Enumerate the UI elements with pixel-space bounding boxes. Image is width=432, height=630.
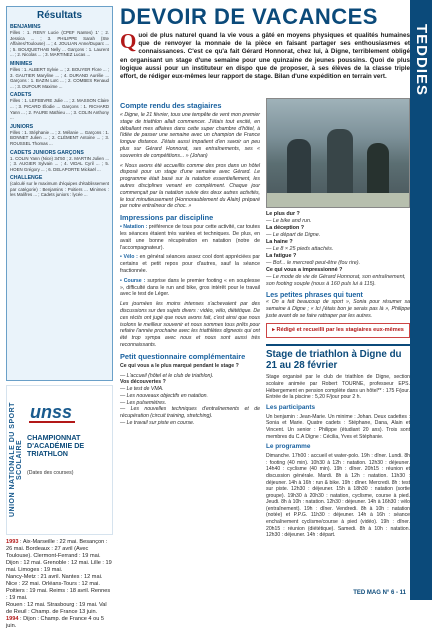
drop-cap: Q bbox=[120, 29, 137, 53]
questionnaire-item: Vos découvertes ? bbox=[120, 379, 166, 386]
result-group bbox=[10, 92, 109, 120]
questionnaire-item: — Le test de VMA. bbox=[120, 386, 164, 393]
participants-heading: Les participants bbox=[266, 403, 316, 411]
group-photo bbox=[266, 98, 410, 208]
phrases-heading: Les petites phrases qui tuent bbox=[266, 292, 363, 299]
result-group-text: Filles : 1. ALBERT Sylvie ... ; 2. BOUYER Flore ... ; 3. GAUTIER Maryline ... ; 4. DURAND Aurélie ... Garçons : 1. BAZIN Loïc ... ; 2. COMBES Renaud ... ; 3. DUFOUR Maxime ... bbox=[10, 66, 109, 89]
impression-item bbox=[120, 254, 260, 274]
result-group bbox=[10, 150, 109, 173]
qa-item bbox=[266, 225, 410, 239]
results-title: Résultats bbox=[36, 10, 82, 21]
result-group bbox=[10, 24, 109, 58]
dates-row bbox=[6, 602, 113, 616]
dates-row bbox=[6, 574, 113, 602]
result-group-heading: CADETS bbox=[10, 92, 32, 99]
qa-answer: — Le 8 × 25 pieds attachés. bbox=[266, 246, 334, 252]
dates-year: 1993 bbox=[6, 539, 19, 545]
intro-text: uoi de plus naturel quand la vie vous a gâté en moyens physiques et qualités humaines que de renvoyer la monnaie de la pièce en faisant partager ses enthousiasmes et connaissances. C'est ce qu'a fait Gérard Honnorat, chez lui, à Digne, terriblement obligé en organisant un stage d'une semaine pour une quinzaine de jeunes poussins. Quoi de plus logique aussi pour un instituteur en dispo que de proposer, à ses élèves de la classe triple effort, de rédiger eux-mêmes leur rapport de stage. Bilan d'une expédition en terrain vert. bbox=[120, 32, 410, 81]
photo-figure bbox=[367, 143, 389, 199]
qa-item bbox=[266, 211, 410, 225]
photo-figure bbox=[287, 139, 311, 199]
page-footer: TED MAG N° 6 - 11 bbox=[353, 590, 406, 596]
impression-lead: • Natation : bbox=[120, 224, 148, 231]
qa-question: Ce qui vous a impressionné ? bbox=[266, 267, 343, 273]
questionnaire-item: — L'accueil (hôtel et le club de triathlon). bbox=[120, 372, 214, 379]
result-group-text: Filles : 1. Stéphanie ... ; 2. Mélanie ... Garçons : 1. BONNET Julien ... ; 2. CLÉMENT Antoine ... ; 3. ROUSSEL Thomas ... bbox=[10, 129, 109, 146]
dates-row bbox=[6, 539, 113, 574]
dates-text: Nancy-Metz : 21 avril. Nantes : 12 mai. Nice : 22 mai. Orléans-Tours : 12 mai. Poitiers : 19 mai. Reims : 18 avril. Rennes : 19 mai. bbox=[6, 574, 111, 601]
report-heading: Compte rendu des stagiaires bbox=[120, 101, 222, 110]
result-group-heading: CADETS JUNIORS GARÇONS bbox=[10, 149, 84, 156]
unss-block bbox=[6, 385, 113, 535]
article-column-right bbox=[266, 98, 410, 539]
results-box bbox=[6, 6, 113, 381]
programme-heading: Le programme bbox=[266, 443, 311, 451]
result-group-text: Filles : 1. RENY Lucie (CPEF Nantes) 1' ; 2. Jessica ... ; 3. PHILIPPE Sarah (Ste Affaires/Toulouse) ... ; 4. JOULIAN Anne/Duparc ... ; 5. BOUQUETHAB Nelly ... Garçons : 1. Laurent ... ; 2. Nicolas ... ; 3. MARTINEZ Lucas ... bbox=[10, 30, 109, 58]
result-group-heading: JUNIORS bbox=[10, 123, 34, 130]
qa-answer: — Bof... le mercredi peut-être (fou rire). bbox=[266, 260, 361, 266]
section-side-tab-label: TEDDIES bbox=[413, 23, 430, 96]
phrases-text: « On a fait beaucoup de sport », Sonia pour résumer sa semaine à Digne ; « Ici j'étais bon je serais pas là », Philippe juste avant de se faire rattraper par les autres. bbox=[266, 299, 410, 319]
questionnaire-item: — Les nouveaux objectifs en natation. bbox=[120, 392, 208, 399]
report-paragraph: « Nous avons été accueillis comme des pros dans un hôtel disposé pour un stage d'une semaine avec Gérard. Le programme était basé sur la natation essentiellement, les autres disciplines venant en complément. Chaque jour commençait par la natation suivie des deux autres activités, le tout minutieusement (Honnoraublement du Alain) préparé par notre entraîneur de choc. » bbox=[120, 162, 260, 210]
impression-lead: • Course : bbox=[120, 277, 146, 284]
qa-question: Le plus dur ? bbox=[266, 211, 300, 217]
svg-text:unss: unss bbox=[30, 402, 73, 422]
dates-text: : Dijon : Champ. de France 4 ou 5 juin. bbox=[6, 616, 104, 629]
stage-body: Stage organisé par le club de triathlon de Digne, section scolaire animée par Robert TOURNE, professeur EPS. Hébergement en pension complète dans un hôtel** : 175 F/jour. Entrée de la piscine : 5,20 F/jour pour 2 h. bbox=[266, 374, 410, 401]
result-group bbox=[10, 124, 109, 147]
result-group-heading: MINIMES bbox=[10, 60, 33, 67]
impression-lead: • Vélo : bbox=[120, 254, 138, 261]
championship-title: CHAMPIONNAT D'ACADÉMIE DE TRIATHLON bbox=[27, 433, 85, 458]
questionnaire-item: — Les nouvelles techniques d'entraînements et de récupération (circuit training, stretching). bbox=[120, 406, 260, 420]
results-groups bbox=[10, 24, 109, 198]
dates-text: : Aix-Marseille : 22 mai. Besançon : 26 mai. Bordeaux : 27 avril (Avec Toulouse). Clermont-Ferrand : 19 mai. Dijon : 12 mai. Grenoble : 12 mai. Lille : 19 mai. Limoges : 19 mai. bbox=[6, 539, 112, 573]
unss-logo-icon bbox=[27, 394, 77, 428]
qa-answer: — Le mode de vie de Gérard Honnorat, son entraînement, son footing souple (nous à 160 puls lui à 115). bbox=[266, 274, 406, 287]
qa-item bbox=[266, 239, 410, 253]
questionnaire-item: — Les pulsemètres. bbox=[120, 399, 167, 406]
arrow-right-icon: ▸ bbox=[272, 327, 275, 334]
authors-credit-text: Rédigé et recueilli par les stagiaires eux-mêmes bbox=[276, 327, 404, 334]
programme-text: Dimanche. 17h00 : accueil et water-polo. 19h : dîner. Lundi. 8h : footing (40 min). 10h30 à 12h : natation. 12h30 : déjeuner. 14h40 : cyclisme (40 min). 19h : dîner. 20h15 : réunion et discussion générale. Mardi. 8h à 12h : natation. 11h30 : déjeuner. 14h à 16h : run & bike. 19h : dîner. Mercredi. 8h : test sur piste. 12h30 : déjeuner. 15h à 18h30 : natation (sortie groupe). 19h30 à 20h30 : natation, cyclisme, course à pied. Jeudi. 8h à 10h : natation. 12h30 : déjeuner. 14h à 16h30 : vélo (entraînement). 19h : dîner. Vendredi. 8h à 10h : natation (notée) et P.P.G. 11h30 : déjeuner. 14h à 16h : séance enchaînement cyclisme/course à pied (vidéo). 19h : dîner. 20h15 : réunion (diététique). Samedi. 8h à 10h : natation. 12h30 : déjeuner. 14h : départ. bbox=[266, 453, 410, 539]
authors-credit bbox=[266, 323, 410, 338]
impression-item bbox=[120, 224, 260, 251]
stage-info-box bbox=[266, 344, 410, 538]
qa-item bbox=[266, 253, 410, 267]
report-paragraph: « Digne, le 21 février, tous une tempête de vent mon premier stage de triathlon allait commencer. J'étais tout excité, en déballant mes affaires dans cette super chambre d'hôtel, à l'idée de passer une semaine avec un champion de France longue distance. J'étais aussi impatient d'en savoir un peu plus sur Gérard Honnorat, ses entraînements, ses « souvenirs de compétitions... » (Johan) bbox=[120, 112, 260, 159]
photo-ground bbox=[267, 193, 409, 207]
article-headline: DEVOIR DE VACANCES bbox=[120, 4, 378, 29]
result-group-text: (calculé sur le maximum d'équipes d'établissement par catégorie) : Benjamins : Poitiers ... Minimes : les Malifres ... ; Cadets juniors : lycée ... bbox=[10, 181, 109, 198]
qa-block bbox=[266, 211, 410, 288]
questionnaire-heading: Petit questionnaire complémentaire bbox=[120, 351, 246, 361]
dates-row bbox=[6, 616, 113, 630]
result-group-text: 1. COLIN Yann (Nice) 34'50 ; 2. MARTIN Julien ... ; 3. AUGIER Sylvain ... ; 4. VIDAL Cyril ... ; 5. HOEN Grégory ... ; 6. DELAPORTE Mickaël ... bbox=[10, 155, 109, 172]
participants-text: Un benjamin : Jean-Marie. Un minime : Johan. Deux cadettes : Sonia et Marie. Quatre cadets : Stéphane, Dana, Alain et Vincent. Un senior : Philippe (étudiant 20 ans). Trois sont membres du C.A Digne : Cécilia, Yves et Stéphanie. bbox=[266, 413, 410, 440]
stage-title: Stage de triathlon à Digne du 21 au 28 février bbox=[266, 349, 402, 372]
impression-text: préférence de tous pour cette activité, car toutes les séances étaient très variées et techniques. De plus, en avait une bonne récupération en natation (notre de l'accompagnateur). bbox=[120, 224, 260, 251]
qa-item bbox=[266, 267, 410, 288]
photo-figure bbox=[327, 129, 353, 201]
result-group-heading: BENJAMINS bbox=[10, 24, 41, 30]
impression-text: en général séances assez cool dont appréciées par certains et petit repos pour d'autres, sauf la séance fractionnée. bbox=[120, 254, 260, 274]
article-intro bbox=[120, 29, 410, 81]
result-group-heading: CHALLENGE bbox=[10, 175, 43, 182]
article-header bbox=[120, 6, 410, 81]
championship-dates bbox=[6, 539, 113, 630]
questionnaire-question: Ce qui vous a le plus marqué pendant le stage ? bbox=[120, 362, 239, 369]
article-column-left bbox=[120, 98, 260, 427]
impressions-tail: Les journées les moins intenses s'achevaient par des discussions sur des sujets divers : vidéo, vélo, diététique. De ces récits ont jugé que nous avons fait, c'est ainsi que nous isolons le meilleur souvenir et nous sommes tous prêts pour refaire l'année prochaine avec les triathlètes digneois qui ont été trop sympa avec nous et nous sont aussi très reconnaissants. bbox=[120, 301, 260, 348]
impression-text: surprise dans le premier footing « en souplesse », difficulté dans le run and bike, gros intérêt pour le travail avec le test de Léger. bbox=[120, 277, 260, 298]
qa-question: La fatigue ? bbox=[266, 253, 297, 259]
unss-side-label: UNION NATIONALE DU SPORT SCOLAIRE bbox=[9, 402, 23, 518]
result-group bbox=[10, 61, 109, 89]
left-column bbox=[6, 6, 113, 630]
result-group-text: Filles : 1. LEFEBVRE Julie ... ; 2. MASSON Claire ... ; 3. PICARD Élodie ... Garçons : 1. RICHARD Yann ... ; 2. FAURE Mathieu ... ; 3. COLIN Anthony ... bbox=[10, 98, 109, 121]
qa-question: La déception ? bbox=[266, 225, 305, 231]
qa-answer: — Le départ de Digne. bbox=[266, 232, 321, 238]
qa-answer: — Le bike and run. bbox=[266, 218, 312, 224]
dates-text: Rouen : 12 mai. Strasbourg : 19 mai. Val de Reuil : Champ. de France 13 juin. bbox=[6, 602, 107, 615]
section-side-tab bbox=[410, 0, 432, 600]
dates-year: 1994 bbox=[6, 616, 19, 622]
qa-question: La haine ? bbox=[266, 239, 293, 245]
impressions-heading: Impressions par discipline bbox=[120, 213, 214, 223]
result-group bbox=[10, 175, 109, 198]
championship-subtitle: (Dates des courses) bbox=[27, 470, 74, 476]
impression-item bbox=[120, 278, 260, 298]
questionnaire-item: — Le travail sur piste en course. bbox=[120, 420, 195, 427]
